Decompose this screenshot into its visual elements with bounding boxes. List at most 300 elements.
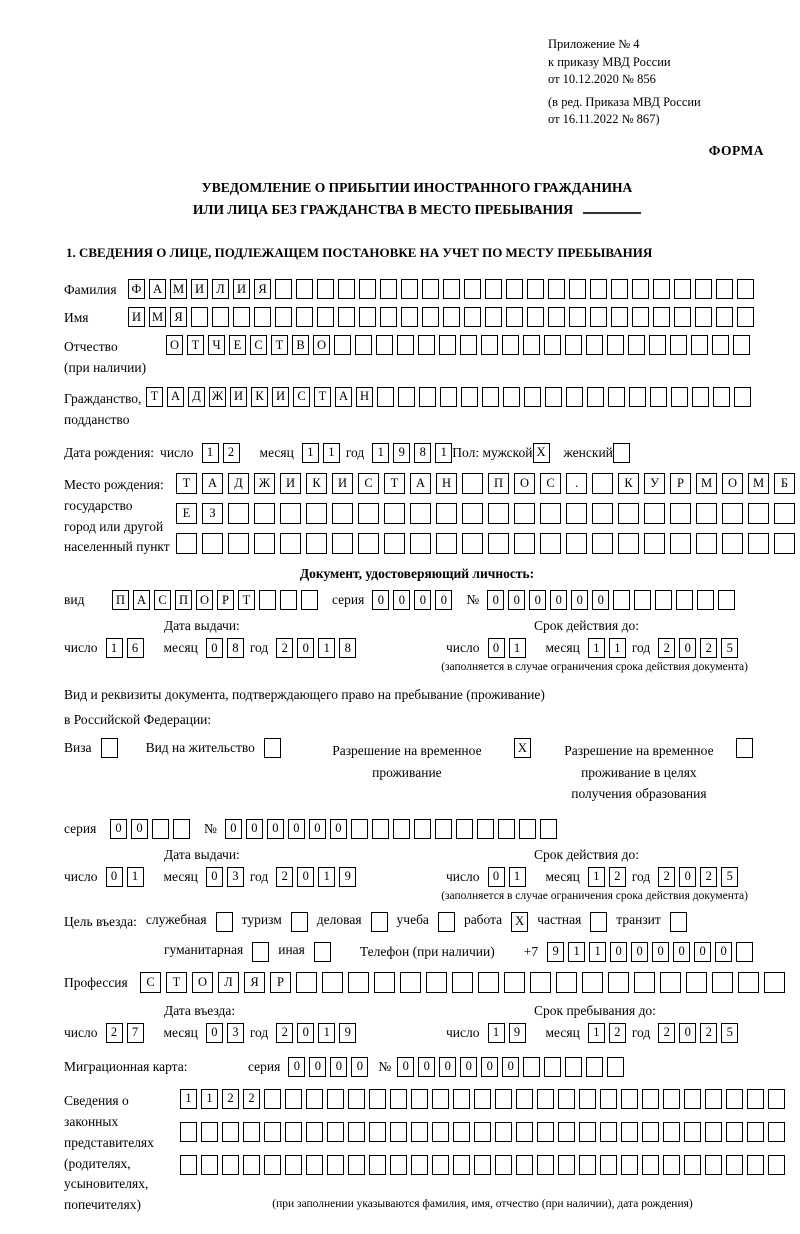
form-cell[interactable]: З <box>202 503 223 524</box>
form-cell[interactable] <box>537 1155 554 1175</box>
form-cell[interactable]: Л <box>218 972 239 993</box>
form-cell[interactable] <box>655 590 672 610</box>
form-cell[interactable] <box>691 335 708 355</box>
form-cell[interactable] <box>527 307 544 327</box>
form-cell[interactable] <box>306 1155 323 1175</box>
form-cell[interactable]: 0 <box>206 867 223 887</box>
form-cell[interactable] <box>348 1089 365 1109</box>
form-cell[interactable] <box>600 1155 617 1175</box>
form-cell[interactable] <box>212 307 229 327</box>
form-cell[interactable]: 0 <box>679 1023 696 1043</box>
form-cell[interactable]: 2 <box>243 1089 260 1109</box>
form-cell[interactable] <box>569 279 586 299</box>
form-cell[interactable]: 0 <box>439 1057 456 1077</box>
form-cell[interactable] <box>348 1155 365 1175</box>
form-cell[interactable] <box>621 1122 638 1142</box>
form-cell[interactable] <box>592 473 613 494</box>
form-cell[interactable] <box>264 1122 281 1142</box>
form-cell[interactable] <box>443 279 460 299</box>
form-cell[interactable]: О <box>192 972 213 993</box>
form-cell[interactable]: 0 <box>414 590 431 610</box>
form-cell[interactable] <box>332 503 353 524</box>
form-cell[interactable] <box>306 503 327 524</box>
form-cell[interactable]: 1 <box>509 638 526 658</box>
form-cell[interactable] <box>590 279 607 299</box>
form-cell[interactable]: 0 <box>297 638 314 658</box>
form-cell[interactable]: 3 <box>227 1023 244 1043</box>
form-cell[interactable] <box>684 1122 701 1142</box>
form-cell[interactable] <box>233 307 250 327</box>
form-cell[interactable]: 0 <box>330 819 347 839</box>
form-cell[interactable] <box>684 1155 701 1175</box>
form-cell[interactable]: 0 <box>481 1057 498 1077</box>
form-cell[interactable] <box>569 307 586 327</box>
form-cell[interactable] <box>558 1155 575 1175</box>
form-cell[interactable]: 0 <box>673 942 690 962</box>
form-cell[interactable]: 2 <box>700 1023 717 1043</box>
form-cell[interactable] <box>712 335 729 355</box>
form-cell[interactable] <box>726 1089 743 1109</box>
form-cell[interactable] <box>537 1089 554 1109</box>
form-cell[interactable]: Т <box>271 335 288 355</box>
form-cell[interactable] <box>634 972 655 993</box>
form-cell[interactable]: С <box>540 473 561 494</box>
form-cell[interactable]: М <box>149 307 166 327</box>
form-cell[interactable] <box>676 590 693 610</box>
form-cell[interactable] <box>372 819 389 839</box>
form-cell[interactable] <box>516 1155 533 1175</box>
form-cell[interactable] <box>419 387 436 407</box>
form-cell[interactable] <box>426 972 447 993</box>
form-cell[interactable] <box>611 307 628 327</box>
form-cell[interactable]: Д <box>188 387 205 407</box>
form-cell[interactable] <box>556 972 577 993</box>
form-cell[interactable] <box>579 1155 596 1175</box>
form-cell[interactable] <box>548 279 565 299</box>
form-cell[interactable] <box>747 1155 764 1175</box>
form-cell[interactable] <box>587 387 604 407</box>
form-cell[interactable] <box>411 1089 428 1109</box>
form-cell[interactable] <box>695 307 712 327</box>
form-cell[interactable] <box>530 972 551 993</box>
form-cell[interactable] <box>671 387 688 407</box>
form-cell[interactable]: А <box>167 387 184 407</box>
form-cell[interactable] <box>705 1155 722 1175</box>
form-cell[interactable] <box>736 942 753 962</box>
form-cell[interactable]: 2 <box>609 1023 626 1043</box>
form-cell[interactable] <box>380 307 397 327</box>
form-cell[interactable] <box>774 503 795 524</box>
form-cell[interactable]: И <box>280 473 301 494</box>
form-cell[interactable] <box>716 307 733 327</box>
form-cell[interactable] <box>642 1122 659 1142</box>
form-cell[interactable]: Т <box>166 972 187 993</box>
form-cell[interactable] <box>474 1122 491 1142</box>
form-cell[interactable] <box>566 503 587 524</box>
form-cell[interactable] <box>436 533 457 554</box>
form-cell[interactable] <box>504 972 525 993</box>
form-cell[interactable] <box>586 335 603 355</box>
form-cell[interactable] <box>435 819 452 839</box>
form-cell[interactable]: X <box>514 738 531 758</box>
form-cell[interactable] <box>590 912 607 932</box>
form-cell[interactable] <box>432 1155 449 1175</box>
form-cell[interactable] <box>495 1155 512 1175</box>
form-cell[interactable] <box>642 1089 659 1109</box>
form-cell[interactable]: 0 <box>592 590 609 610</box>
form-cell[interactable] <box>191 307 208 327</box>
form-cell[interactable] <box>592 503 613 524</box>
form-cell[interactable] <box>464 307 481 327</box>
form-cell[interactable]: И <box>332 473 353 494</box>
form-cell[interactable]: У <box>644 473 665 494</box>
form-cell[interactable] <box>558 1122 575 1142</box>
form-cell[interactable] <box>558 1089 575 1109</box>
form-cell[interactable]: 0 <box>679 638 696 658</box>
form-cell[interactable] <box>369 1155 386 1175</box>
form-cell[interactable] <box>216 912 233 932</box>
form-cell[interactable] <box>285 1122 302 1142</box>
form-cell[interactable] <box>176 533 197 554</box>
form-cell[interactable] <box>774 533 795 554</box>
form-cell[interactable] <box>705 1122 722 1142</box>
form-cell[interactable] <box>540 533 561 554</box>
form-cell[interactable]: 9 <box>547 942 564 962</box>
form-cell[interactable] <box>498 819 515 839</box>
form-cell[interactable] <box>348 972 369 993</box>
form-cell[interactable]: 6 <box>127 638 144 658</box>
form-cell[interactable]: 0 <box>330 1057 347 1077</box>
form-cell[interactable] <box>456 819 473 839</box>
form-cell[interactable] <box>397 335 414 355</box>
form-cell[interactable] <box>523 1057 540 1077</box>
form-cell[interactable] <box>228 503 249 524</box>
form-cell[interactable]: 9 <box>509 1023 526 1043</box>
form-cell[interactable] <box>296 307 313 327</box>
form-cell[interactable]: А <box>133 590 150 610</box>
form-cell[interactable]: Т <box>187 335 204 355</box>
form-cell[interactable]: 0 <box>246 819 263 839</box>
form-cell[interactable]: О <box>196 590 213 610</box>
form-cell[interactable]: О <box>166 335 183 355</box>
form-cell[interactable] <box>432 1089 449 1109</box>
form-cell[interactable] <box>359 307 376 327</box>
form-cell[interactable] <box>506 307 523 327</box>
form-cell[interactable] <box>618 533 639 554</box>
form-cell[interactable]: Ж <box>254 473 275 494</box>
form-cell[interactable] <box>544 335 561 355</box>
form-cell[interactable]: Д <box>228 473 249 494</box>
form-cell[interactable] <box>718 590 735 610</box>
form-cell[interactable]: 2 <box>658 1023 675 1043</box>
form-cell[interactable]: Е <box>229 335 246 355</box>
form-cell[interactable] <box>380 279 397 299</box>
form-cell[interactable] <box>390 1089 407 1109</box>
form-cell[interactable] <box>540 503 561 524</box>
form-cell[interactable]: С <box>358 473 379 494</box>
form-cell[interactable] <box>736 738 753 758</box>
form-cell[interactable] <box>332 533 353 554</box>
form-cell[interactable]: О <box>313 335 330 355</box>
form-cell[interactable] <box>180 1155 197 1175</box>
form-cell[interactable] <box>503 387 520 407</box>
form-cell[interactable]: 1 <box>180 1089 197 1109</box>
form-cell[interactable]: И <box>128 307 145 327</box>
form-cell[interactable] <box>462 503 483 524</box>
form-cell[interactable] <box>516 1089 533 1109</box>
form-cell[interactable] <box>722 503 743 524</box>
form-cell[interactable] <box>222 1122 239 1142</box>
form-cell[interactable]: 0 <box>309 1057 326 1077</box>
form-cell[interactable] <box>600 1089 617 1109</box>
form-cell[interactable]: 0 <box>206 638 223 658</box>
form-cell[interactable] <box>608 972 629 993</box>
form-cell[interactable] <box>401 279 418 299</box>
form-cell[interactable] <box>393 819 410 839</box>
form-cell[interactable] <box>453 1155 470 1175</box>
form-cell[interactable] <box>101 738 118 758</box>
form-cell[interactable]: П <box>488 473 509 494</box>
form-cell[interactable] <box>548 307 565 327</box>
form-cell[interactable] <box>338 307 355 327</box>
form-cell[interactable] <box>462 473 483 494</box>
form-cell[interactable] <box>411 1122 428 1142</box>
form-cell[interactable] <box>485 307 502 327</box>
form-cell[interactable]: 9 <box>339 1023 356 1043</box>
form-cell[interactable] <box>398 387 415 407</box>
form-cell[interactable] <box>621 1155 638 1175</box>
form-cell[interactable]: 1 <box>302 443 319 463</box>
form-cell[interactable]: 0 <box>309 819 326 839</box>
form-cell[interactable] <box>747 1122 764 1142</box>
form-cell[interactable] <box>327 1122 344 1142</box>
form-cell[interactable]: Т <box>238 590 255 610</box>
form-cell[interactable] <box>642 1155 659 1175</box>
form-cell[interactable]: 1 <box>609 638 626 658</box>
form-cell[interactable] <box>464 279 481 299</box>
form-cell[interactable] <box>443 307 460 327</box>
form-cell[interactable] <box>488 503 509 524</box>
form-cell[interactable] <box>705 1089 722 1109</box>
form-cell[interactable] <box>317 279 334 299</box>
form-cell[interactable] <box>453 1122 470 1142</box>
form-cell[interactable] <box>644 503 665 524</box>
form-cell[interactable]: Б <box>774 473 795 494</box>
form-cell[interactable]: 8 <box>227 638 244 658</box>
form-cell[interactable]: 1 <box>588 867 605 887</box>
form-cell[interactable] <box>201 1122 218 1142</box>
form-cell[interactable] <box>726 1122 743 1142</box>
form-cell[interactable] <box>351 819 368 839</box>
form-cell[interactable]: 0 <box>487 590 504 610</box>
form-cell[interactable] <box>384 533 405 554</box>
form-cell[interactable] <box>452 972 473 993</box>
form-cell[interactable] <box>327 1089 344 1109</box>
form-cell[interactable]: 0 <box>225 819 242 839</box>
form-cell[interactable] <box>734 387 751 407</box>
form-cell[interactable]: 2 <box>609 867 626 887</box>
form-cell[interactable] <box>481 335 498 355</box>
form-cell[interactable] <box>592 533 613 554</box>
form-cell[interactable]: 0 <box>131 819 148 839</box>
form-cell[interactable] <box>768 1122 785 1142</box>
form-cell[interactable] <box>285 1089 302 1109</box>
form-cell[interactable] <box>607 1057 624 1077</box>
form-cell[interactable] <box>660 972 681 993</box>
form-cell[interactable] <box>152 819 169 839</box>
form-cell[interactable] <box>579 1089 596 1109</box>
form-cell[interactable]: С <box>140 972 161 993</box>
form-cell[interactable] <box>280 533 301 554</box>
form-cell[interactable]: 0 <box>297 867 314 887</box>
form-cell[interactable] <box>768 1155 785 1175</box>
form-cell[interactable] <box>737 279 754 299</box>
form-cell[interactable] <box>716 279 733 299</box>
form-cell[interactable]: Л <box>212 279 229 299</box>
form-cell[interactable]: И <box>191 279 208 299</box>
form-cell[interactable] <box>488 533 509 554</box>
form-cell[interactable]: 2 <box>700 638 717 658</box>
form-cell[interactable] <box>254 307 271 327</box>
form-cell[interactable]: 9 <box>339 867 356 887</box>
form-cell[interactable] <box>586 1057 603 1077</box>
form-cell[interactable] <box>243 1155 260 1175</box>
form-cell[interactable] <box>201 1155 218 1175</box>
form-cell[interactable] <box>611 279 628 299</box>
form-cell[interactable] <box>453 1089 470 1109</box>
form-cell[interactable] <box>670 533 691 554</box>
form-cell[interactable] <box>436 503 457 524</box>
form-cell[interactable]: И <box>272 387 289 407</box>
form-cell[interactable] <box>296 972 317 993</box>
form-cell[interactable] <box>411 1155 428 1175</box>
form-cell[interactable]: 1 <box>372 443 389 463</box>
form-cell[interactable] <box>733 335 750 355</box>
form-cell[interactable]: . <box>566 473 587 494</box>
form-cell[interactable]: 1 <box>202 443 219 463</box>
form-cell[interactable]: М <box>170 279 187 299</box>
form-cell[interactable] <box>582 972 603 993</box>
form-cell[interactable]: 5 <box>721 638 738 658</box>
form-cell[interactable]: 0 <box>488 867 505 887</box>
form-cell[interactable] <box>607 335 624 355</box>
form-cell[interactable] <box>495 1122 512 1142</box>
form-cell[interactable]: К <box>618 473 639 494</box>
form-cell[interactable] <box>338 279 355 299</box>
form-cell[interactable]: Ж <box>209 387 226 407</box>
form-cell[interactable] <box>254 503 275 524</box>
form-cell[interactable] <box>684 1089 701 1109</box>
form-cell[interactable]: Т <box>384 473 405 494</box>
form-cell[interactable] <box>670 335 687 355</box>
form-cell[interactable]: 5 <box>721 1023 738 1043</box>
form-cell[interactable] <box>628 335 645 355</box>
form-cell[interactable] <box>482 387 499 407</box>
form-cell[interactable] <box>747 1089 764 1109</box>
form-cell[interactable] <box>768 1089 785 1109</box>
form-cell[interactable]: 0 <box>631 942 648 962</box>
form-cell[interactable] <box>410 533 431 554</box>
form-cell[interactable]: 0 <box>372 590 389 610</box>
form-cell[interactable]: 0 <box>488 638 505 658</box>
form-cell[interactable]: Я <box>170 307 187 327</box>
form-cell[interactable] <box>670 912 687 932</box>
form-cell[interactable] <box>438 912 455 932</box>
form-cell[interactable]: 0 <box>393 590 410 610</box>
form-cell[interactable]: 0 <box>715 942 732 962</box>
form-cell[interactable] <box>519 819 536 839</box>
form-cell[interactable] <box>514 503 535 524</box>
form-cell[interactable] <box>422 279 439 299</box>
form-cell[interactable] <box>696 503 717 524</box>
form-cell[interactable] <box>713 387 730 407</box>
form-cell[interactable] <box>516 1122 533 1142</box>
form-cell[interactable]: Н <box>356 387 373 407</box>
form-cell[interactable]: Н <box>436 473 457 494</box>
form-cell[interactable] <box>537 1122 554 1142</box>
form-cell[interactable] <box>296 279 313 299</box>
form-cell[interactable]: 0 <box>351 1057 368 1077</box>
form-cell[interactable]: С <box>154 590 171 610</box>
form-cell[interactable]: 1 <box>201 1089 218 1109</box>
form-cell[interactable] <box>275 279 292 299</box>
form-cell[interactable] <box>629 387 646 407</box>
form-cell[interactable]: А <box>335 387 352 407</box>
form-cell[interactable]: Т <box>146 387 163 407</box>
form-cell[interactable]: 0 <box>529 590 546 610</box>
form-cell[interactable] <box>474 1155 491 1175</box>
form-cell[interactable]: 0 <box>610 942 627 962</box>
form-cell[interactable] <box>374 972 395 993</box>
form-cell[interactable] <box>545 387 562 407</box>
form-cell[interactable]: 0 <box>288 1057 305 1077</box>
form-cell[interactable] <box>264 1155 281 1175</box>
form-cell[interactable] <box>377 387 394 407</box>
form-cell[interactable]: 2 <box>658 638 675 658</box>
form-cell[interactable] <box>314 942 331 962</box>
form-cell[interactable]: 3 <box>227 867 244 887</box>
form-cell[interactable]: Р <box>270 972 291 993</box>
form-cell[interactable] <box>301 590 318 610</box>
form-cell[interactable] <box>613 590 630 610</box>
form-cell[interactable] <box>695 279 712 299</box>
form-cell[interactable] <box>514 533 535 554</box>
form-cell[interactable] <box>748 533 769 554</box>
form-cell[interactable] <box>306 1122 323 1142</box>
form-cell[interactable]: 0 <box>418 1057 435 1077</box>
form-cell[interactable] <box>495 1089 512 1109</box>
form-cell[interactable] <box>202 533 223 554</box>
form-cell[interactable]: Ч <box>208 335 225 355</box>
form-cell[interactable]: 2 <box>276 867 293 887</box>
form-cell[interactable] <box>376 335 393 355</box>
form-cell[interactable]: 1 <box>318 638 335 658</box>
form-cell[interactable]: 0 <box>297 1023 314 1043</box>
form-cell[interactable]: 5 <box>721 867 738 887</box>
form-cell[interactable] <box>653 307 670 327</box>
form-cell[interactable] <box>228 533 249 554</box>
form-cell[interactable] <box>275 307 292 327</box>
form-cell[interactable]: X <box>511 912 528 932</box>
form-cell[interactable]: 0 <box>502 1057 519 1077</box>
form-cell[interactable] <box>726 1155 743 1175</box>
form-cell[interactable] <box>358 533 379 554</box>
form-cell[interactable] <box>579 1122 596 1142</box>
form-cell[interactable]: Е <box>176 503 197 524</box>
form-cell[interactable] <box>632 307 649 327</box>
form-cell[interactable]: 2 <box>223 443 240 463</box>
form-cell[interactable] <box>764 972 785 993</box>
